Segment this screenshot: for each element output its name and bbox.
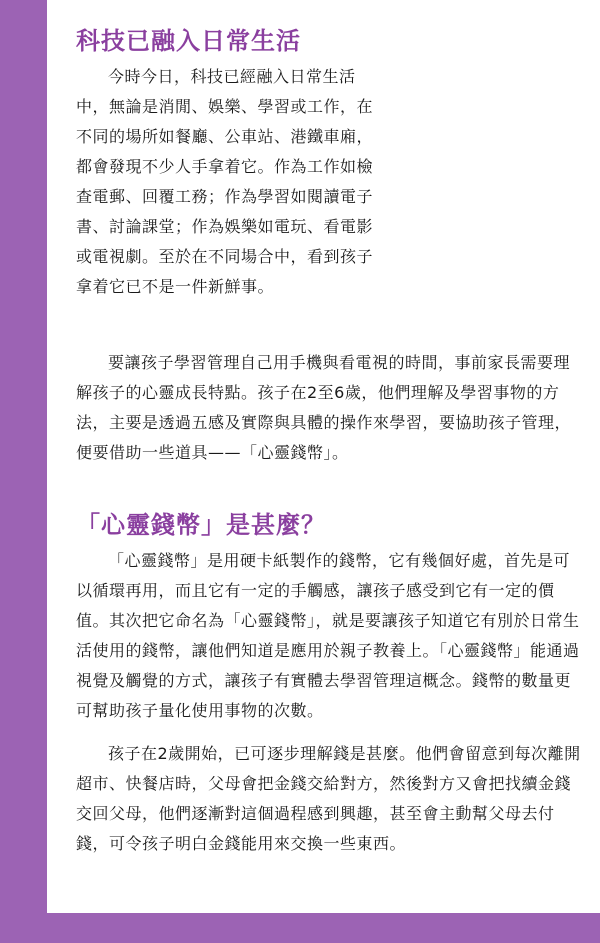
section-heading-coins: 「心靈錢幣」是甚麼？ bbox=[76, 511, 326, 539]
paragraph-coins-description: 「心靈錢幣」是用硬卡紙製作的錢幣，它有幾個好處，首先是可以循環再用，而且它有一定的手觸感，讓孩子感受到它有一定的價值。其次把它命名為「心靈錢幣」，就是要讓孩子知道它有別於日常生活使用的錢幣，讓他們知道是應用於親子教養上。「心靈錢幣」能通過視覺及觸覺的方式，讓孩子有實體去學習管理這概念。錢幣的數量更可幫助孩子量化使用事物的次數。 bbox=[76, 551, 580, 720]
paragraph-tech-intro: 今時今日，科技已經融入日常生活中，無論是消閒、娛樂、學習或工作，在不同的場所如餐廳、公車站、港鐵車廂，都會發現不少人手拿着它。作為工作如檢查電郵、回覆工務；作為學習如閱讀電子書、討論課堂；作為娛樂如電玩、看電影或電視劇。至於在不同場合中，看到孩子拿着它已不是一件新鮮事。 bbox=[76, 67, 374, 296]
page-content bbox=[47, 0, 600, 913]
section-heading-tech: 科技已融入日常生活 bbox=[76, 27, 301, 55]
paragraph-manage-time: 要讓孩子學習管理自己用手機與看電視的時間，事前家長需要理解孩子的心靈成長特點。孩子在2至6歲，他們理解及學習事物的方法，主要是透過五感及實際與具體的操作來學習，要協助孩子管理，便要借助一些道具——「心靈錢幣」。 bbox=[76, 353, 572, 462]
bottom-accent-bar bbox=[0, 913, 600, 943]
left-accent-bar bbox=[0, 0, 47, 943]
paragraph-money-understanding: 孩子在2歲開始，已可逐步理解錢是甚麼。他們會留意到每次離開超市、快餐店時，父母會把金錢交給對方，然後對方又會把找續金錢交回父母，他們逐漸對這個過程感到興趣，甚至會主動幫父母去付錢，可令孩子明白金錢能用來交換一些東西。 bbox=[76, 744, 581, 853]
